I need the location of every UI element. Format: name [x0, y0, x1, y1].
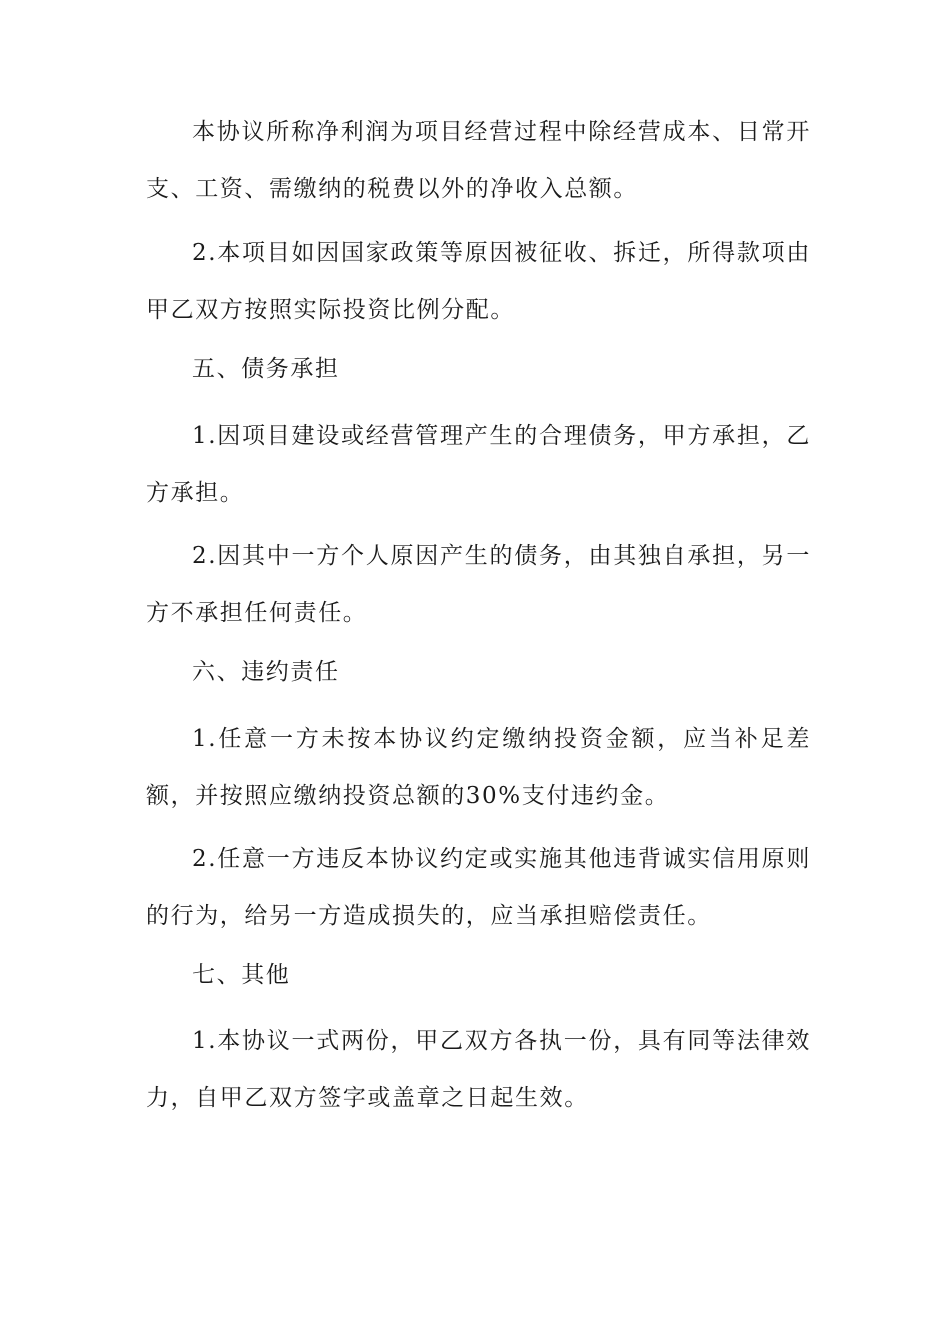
paragraph-expropriation-clause: 2.本项目如因国家政策等原因被征收、拆迁，所得款项由甲乙双方按照实际投资比例分配。	[146, 240, 811, 323]
paragraph-debt-clause-2: 2.因其中一方个人原因产生的债务，由其独自承担，另一方不承担任何责任。	[146, 543, 811, 626]
section-heading-debt: 五、债务承担	[192, 356, 340, 382]
paragraph-net-profit-definition: 本协议所称净利润为项目经营过程中除经营成本、日常开支、工资、需缴纳的税费以外的净收入总额。	[146, 119, 811, 202]
paragraph-breach-clause-1: 1.任意一方未按本协议约定缴纳投资金额，应当补足差额，并按照应缴纳投资总额的30%支付违约金。	[146, 726, 811, 809]
paragraph-other-clause-1: 1.本协议一式两份，甲乙双方各执一份，具有同等法律效力，自甲乙双方签字或盖章之日起生效。	[146, 1028, 811, 1111]
paragraph-breach-clause-2: 2.任意一方违反本协议约定或实施其他违背诚实信用原则的行为，给另一方造成损失的，应当承担赔偿责任。	[146, 846, 811, 929]
section-heading-breach: 六、违约责任	[192, 659, 340, 685]
paragraph-debt-clause-1: 1.因项目建设或经营管理产生的合理债务，甲方承担，乙方承担。	[146, 423, 811, 506]
section-heading-other: 七、其他	[192, 962, 291, 988]
